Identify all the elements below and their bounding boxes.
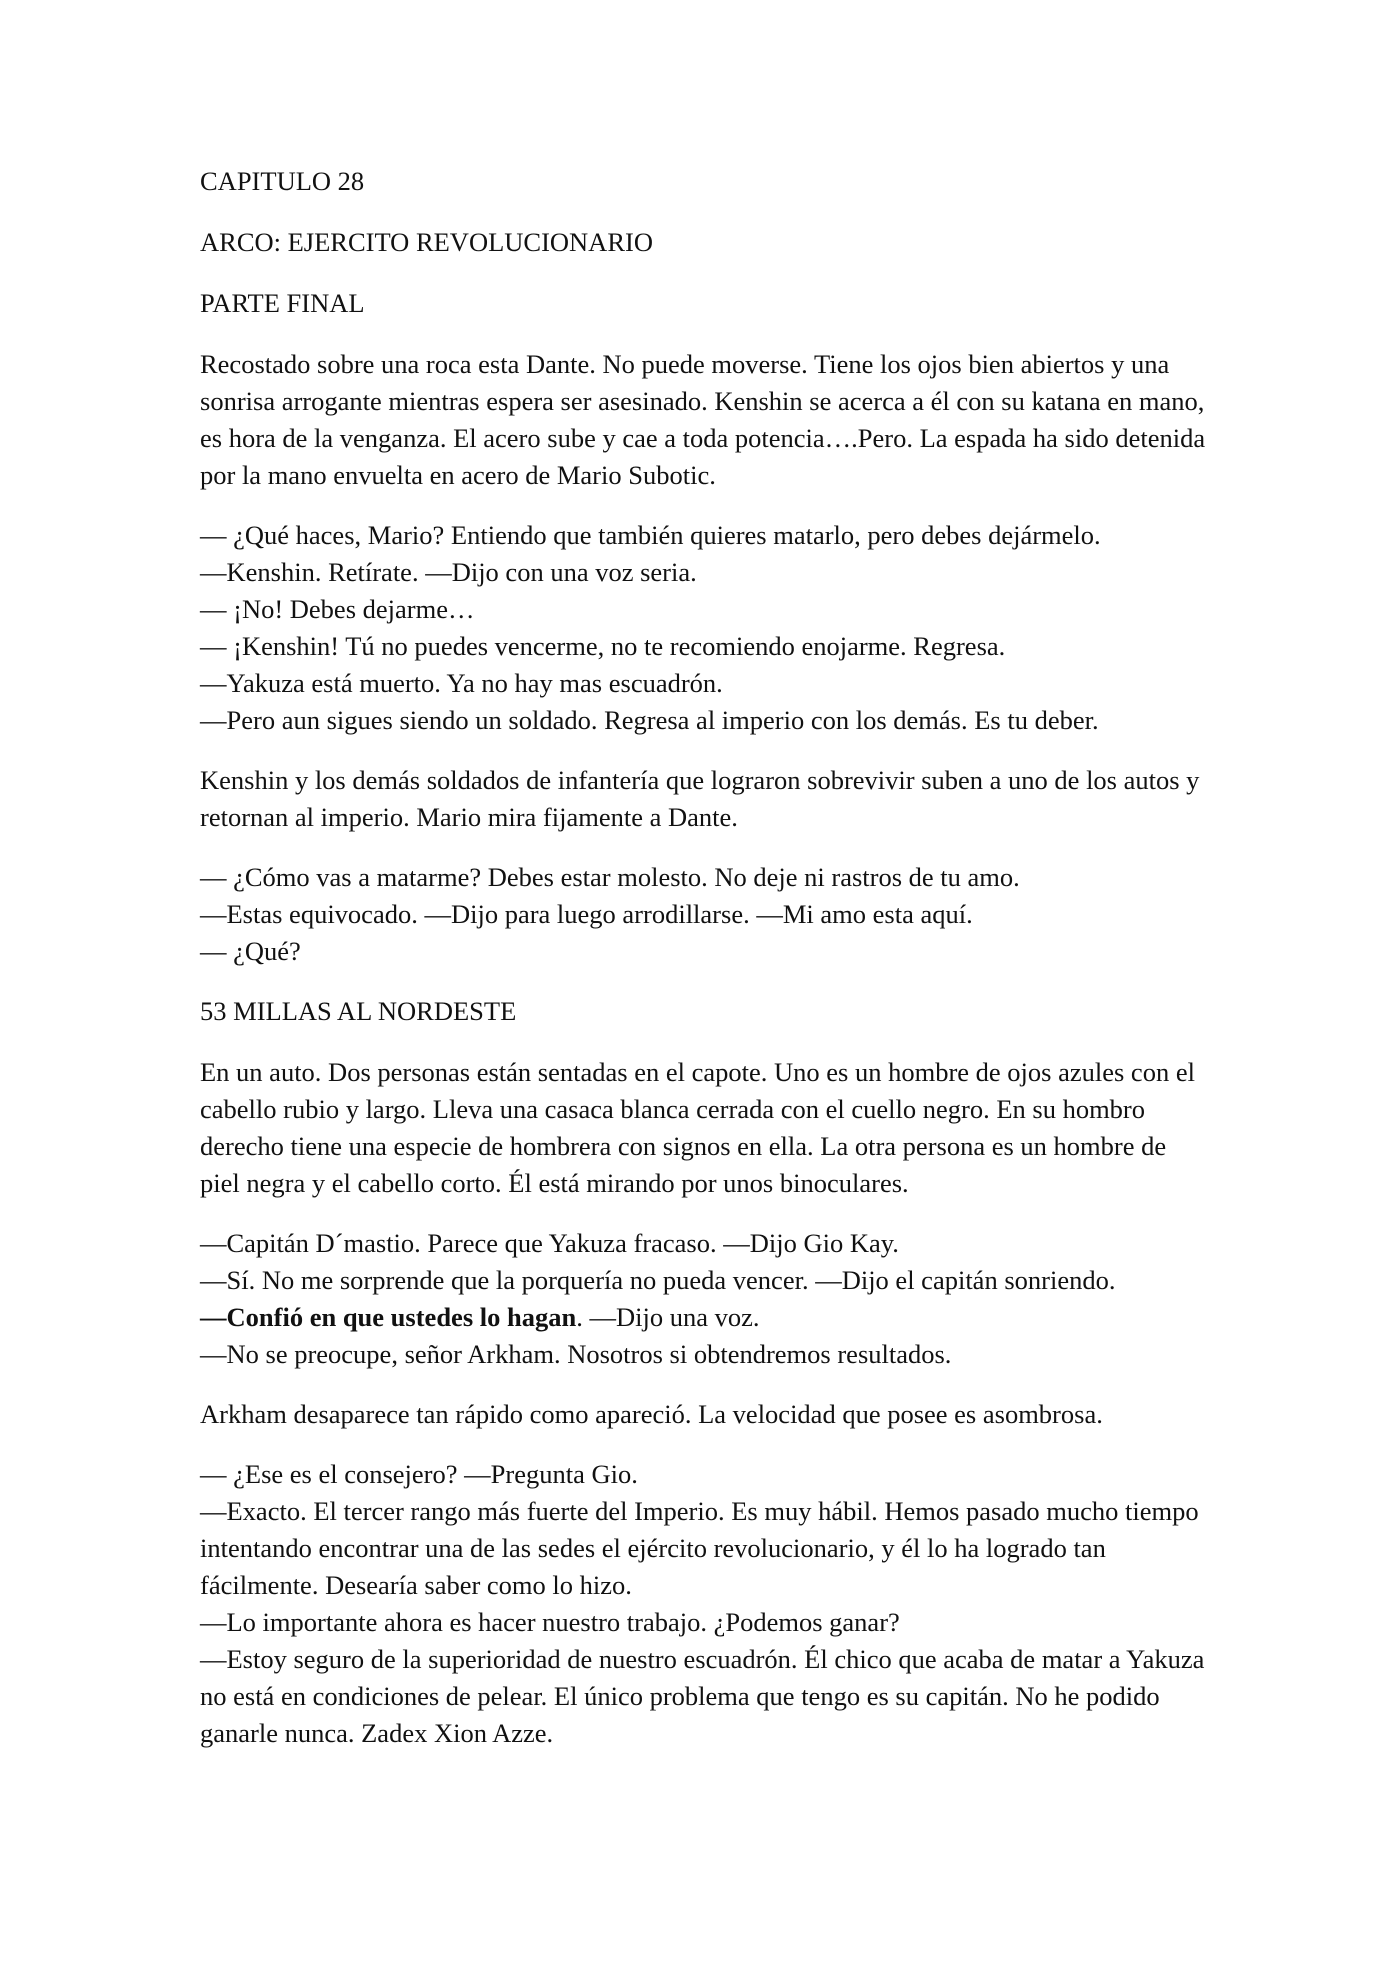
- dialog-block-2: [200, 859, 1210, 970]
- dialog-tail: . —Dijo una voz.: [576, 1302, 760, 1332]
- dialog-line: —Kenshin. Retírate. —Dijo con una voz seria.: [200, 557, 697, 587]
- dialog-line: — ¿Qué haces, Mario? Entiendo que también quieres matarlo, pero debes dejármelo.: [200, 520, 1101, 550]
- dialog-line: — ¿Ese es el consejero? —Pregunta Gio.: [200, 1459, 638, 1489]
- dialog-line: —Estoy seguro de la superioridad de nuestro escuadrón. Él chico que acaba de matar a Yakuza no está en condiciones de pelear. El único problema que tengo es su capitán. No he podido ganarle nunca. Zadex Xion Azze.: [200, 1644, 1205, 1748]
- narrative-paragraph-4: Arkham desaparece tan rápido como apareció. La velocidad que posee es asombrosa.: [200, 1399, 1103, 1429]
- dialog-line: —Estas equivocado. —Dijo para luego arrodillarse. —Mi amo esta aquí.: [200, 899, 973, 929]
- dialog-line: —Sí. No me sorprende que la porquería no pueda vencer. —Dijo el capitán sonriendo.: [200, 1265, 1116, 1295]
- dialog-line: —Lo importante ahora es hacer nuestro trabajo. ¿Podemos ganar?: [200, 1607, 900, 1637]
- dialog-block-3: [200, 1225, 1210, 1373]
- dialog-block-1: [200, 517, 1210, 739]
- location-heading: 53 MILLAS AL NORDESTE: [200, 996, 517, 1026]
- dialog-line: —Yakuza está muerto. Ya no hay mas escuadrón.: [200, 668, 723, 698]
- bold-quote: —Confió en que ustedes lo hagan: [200, 1302, 577, 1332]
- narrative-paragraph-3: En un auto. Dos personas están sentadas en el capote. Uno es un hombre de ojos azules con el cabello rubio y largo. Lleva una casaca blanca cerrada con el cuello negro. En su hombro derecho tiene una especie de hombrera con signos en ella. La otra persona es un hombre de piel negra y el cabello corto. Él está mirando por unos binoculares.: [200, 1057, 1195, 1198]
- dialog-line: —No se preocupe, señor Arkham. Nosotros si obtendremos resultados.: [200, 1339, 952, 1369]
- dialog-line: —Pero aun sigues siendo un soldado. Regresa al imperio con los demás. Es tu deber.: [200, 705, 1099, 735]
- part-heading: PARTE FINAL: [200, 288, 365, 318]
- dialog-line: — ¿Cómo vas a matarme? Debes estar molesto. No deje ni rastros de tu amo.: [200, 862, 1020, 892]
- dialog-line: —Exacto. El tercer rango más fuerte del Imperio. Es muy hábil. Hemos pasado mucho tiempo intentando encontrar una de las sedes el ejército revolucionario, y él lo ha logrado tan fácilmente. Desearía saber como lo hizo.: [200, 1496, 1199, 1600]
- dialog-block-4: [200, 1456, 1210, 1752]
- dialog-line: — ¡No! Debes dejarme…: [200, 594, 475, 624]
- narrative-paragraph-2: Kenshin y los demás soldados de infantería que lograron sobrevivir suben a uno de los autos y retornan al imperio. Mario mira fijamente a Dante.: [200, 765, 1200, 832]
- chapter-heading: CAPITULO 28: [200, 166, 365, 196]
- dialog-line: —Capitán D´mastio. Parece que Yakuza fracaso. —Dijo Gio Kay.: [200, 1228, 899, 1258]
- dialog-line: — ¡Kenshin! Tú no puedes vencerme, no te recomiendo enojarme. Regresa.: [200, 631, 1006, 661]
- dialog-line-mixed: [200, 1299, 1210, 1336]
- narrative-paragraph-1: Recostado sobre una roca esta Dante. No puede moverse. Tiene los ojos bien abiertos y una sonrisa arrogante mientras espera ser asesinado. Kenshin se acerca a él con su katana en mano, es hora de la venganza. El acero sube y cae a toda potencia….Pero. La espada ha sido detenida por la mano envuelta en acero de Mario Subotic.: [200, 349, 1206, 490]
- document-page: [200, 163, 1210, 1775]
- arc-heading: ARCO: EJERCITO REVOLUCIONARIO: [200, 227, 653, 257]
- dialog-line: — ¿Qué?: [200, 936, 301, 966]
